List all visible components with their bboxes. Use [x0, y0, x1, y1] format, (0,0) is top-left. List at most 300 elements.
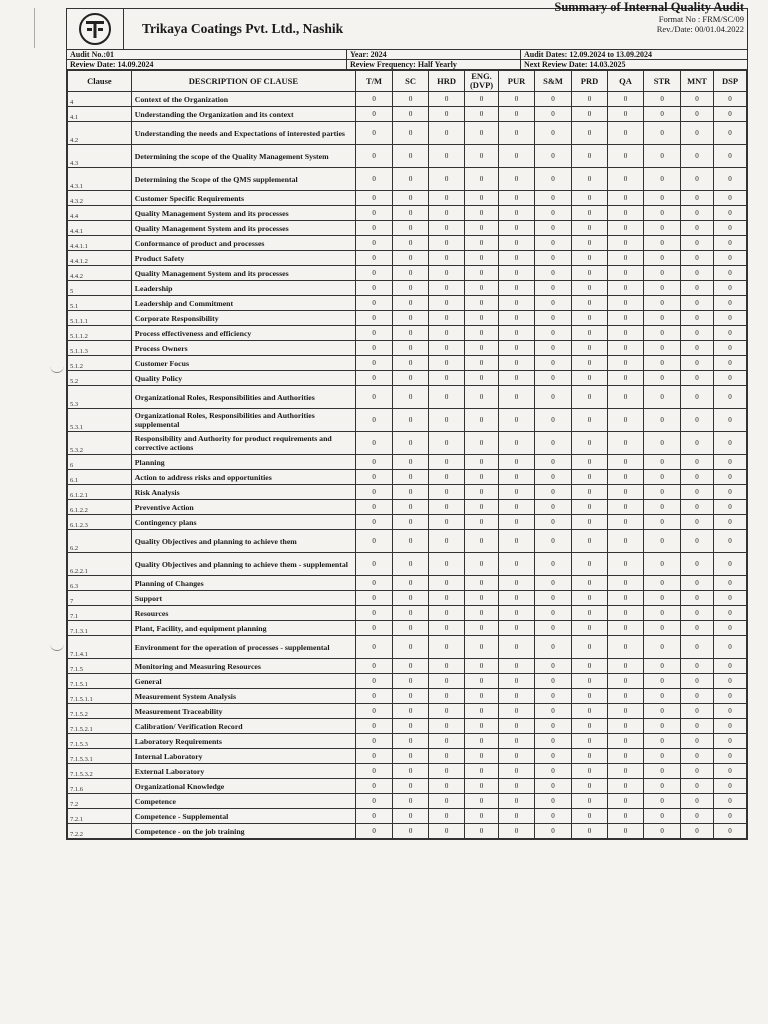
clause-description: Organizational Roles, Responsibilities and Authorities: [131, 386, 355, 409]
dept-score-cell: 0: [644, 122, 681, 145]
dept-score-cell: 0: [713, 576, 746, 591]
dept-score-cell: 0: [465, 326, 499, 341]
dept-score-cell: 0: [429, 236, 465, 251]
dept-score-cell: 0: [499, 591, 535, 606]
table-row: [68, 636, 747, 659]
dept-score-cell: 0: [393, 145, 429, 168]
dept-score-cell: 0: [465, 122, 499, 145]
dept-score-cell: 0: [713, 485, 746, 500]
dept-score-cell: 0: [713, 296, 746, 311]
dept-score-cell: 0: [465, 191, 499, 206]
dept-score-cell: 0: [644, 168, 681, 191]
dept-score-cell: 0: [713, 251, 746, 266]
dept-score-cell: 0: [499, 553, 535, 576]
table-row: [68, 145, 747, 168]
clause-number: 5.1.1.3: [68, 341, 132, 356]
clause-number: 6.2: [68, 530, 132, 553]
dept-score-cell: 0: [644, 674, 681, 689]
table-row: [68, 674, 747, 689]
dept-score-cell: 0: [681, 576, 714, 591]
dept-score-cell: 0: [608, 485, 644, 500]
column-header-dept: HRD: [429, 71, 465, 92]
dept-score-cell: 0: [356, 515, 393, 530]
dept-score-cell: 0: [608, 341, 644, 356]
dept-score-cell: 0: [429, 266, 465, 281]
dept-score-cell: 0: [644, 553, 681, 576]
table-row: [68, 689, 747, 704]
dept-score-cell: 0: [572, 455, 608, 470]
dept-score-cell: 0: [429, 281, 465, 296]
dept-score-cell: 0: [572, 371, 608, 386]
dept-score-cell: 0: [393, 371, 429, 386]
dept-score-cell: 0: [713, 221, 746, 236]
clause-number: 7.1.6: [68, 779, 132, 794]
dept-score-cell: 0: [393, 221, 429, 236]
dept-score-cell: 0: [499, 409, 535, 432]
dept-score-cell: 0: [429, 145, 465, 168]
dept-score-cell: 0: [572, 553, 608, 576]
dept-score-cell: 0: [499, 311, 535, 326]
dept-score-cell: 0: [681, 674, 714, 689]
dept-score-cell: 0: [356, 470, 393, 485]
clause-description: Plant, Facility, and equipment planning: [131, 621, 355, 636]
dept-score-cell: 0: [644, 107, 681, 122]
dept-score-cell: 0: [429, 689, 465, 704]
dept-score-cell: 0: [429, 606, 465, 621]
dept-score-cell: 0: [681, 386, 714, 409]
dept-score-cell: 0: [499, 485, 535, 500]
dept-score-cell: 0: [499, 122, 535, 145]
dept-score-cell: 0: [608, 576, 644, 591]
dept-score-cell: 0: [429, 326, 465, 341]
dept-score-cell: 0: [499, 281, 535, 296]
dept-score-cell: 0: [393, 409, 429, 432]
dept-score-cell: 0: [713, 636, 746, 659]
dept-score-cell: 0: [499, 689, 535, 704]
dept-score-cell: 0: [393, 281, 429, 296]
dept-score-cell: 0: [465, 296, 499, 311]
dept-score-cell: 0: [499, 221, 535, 236]
clause-number: 7.1: [68, 606, 132, 621]
dept-score-cell: 0: [713, 719, 746, 734]
dept-score-cell: 0: [465, 92, 499, 107]
dept-score-cell: 0: [465, 576, 499, 591]
dept-score-cell: 0: [393, 824, 429, 839]
dept-score-cell: 0: [572, 606, 608, 621]
dept-score-cell: 0: [499, 470, 535, 485]
dept-score-cell: 0: [644, 794, 681, 809]
clause-number: 4.4.1.1: [68, 236, 132, 251]
dept-score-cell: 0: [572, 824, 608, 839]
dept-score-cell: 0: [465, 470, 499, 485]
clause-description: Corporate Responsibility: [131, 311, 355, 326]
dept-score-cell: 0: [499, 206, 535, 221]
table-row: [68, 281, 747, 296]
table-row: [68, 576, 747, 591]
dept-score-cell: 0: [572, 470, 608, 485]
dept-score-cell: 0: [572, 485, 608, 500]
dept-score-cell: 0: [499, 659, 535, 674]
dept-score-cell: 0: [465, 500, 499, 515]
dept-score-cell: 0: [644, 191, 681, 206]
dept-score-cell: 0: [429, 455, 465, 470]
table-row: [68, 704, 747, 719]
dept-score-cell: 0: [644, 779, 681, 794]
dept-score-cell: 0: [608, 92, 644, 107]
dept-score-cell: 0: [356, 794, 393, 809]
dept-score-cell: 0: [465, 371, 499, 386]
dept-score-cell: 0: [572, 764, 608, 779]
dept-score-cell: 0: [608, 455, 644, 470]
dept-score-cell: 0: [608, 500, 644, 515]
dept-score-cell: 0: [535, 689, 572, 704]
audit-number: Audit No.:01: [67, 50, 347, 60]
table-row: [68, 251, 747, 266]
dept-score-cell: 0: [681, 371, 714, 386]
table-row: [68, 779, 747, 794]
table-row: [68, 296, 747, 311]
dept-score-cell: 0: [356, 576, 393, 591]
dept-score-cell: 0: [393, 689, 429, 704]
clause-description: Context of the Organization: [131, 92, 355, 107]
dept-score-cell: 0: [356, 168, 393, 191]
dept-score-cell: 0: [499, 92, 535, 107]
dept-score-cell: 0: [644, 432, 681, 455]
dept-score-cell: 0: [681, 409, 714, 432]
table-row: [68, 311, 747, 326]
dept-score-cell: 0: [681, 326, 714, 341]
dept-score-cell: 0: [535, 236, 572, 251]
table-row: [68, 764, 747, 779]
dept-score-cell: 0: [499, 674, 535, 689]
dept-score-cell: 0: [535, 432, 572, 455]
dept-score-cell: 0: [572, 122, 608, 145]
dept-score-cell: 0: [465, 779, 499, 794]
dept-score-cell: 0: [713, 311, 746, 326]
dept-score-cell: 0: [499, 455, 535, 470]
document-title: Summary of Internal Quality Audit: [554, 0, 744, 14]
dept-score-cell: 0: [644, 636, 681, 659]
dept-score-cell: 0: [429, 515, 465, 530]
dept-score-cell: 0: [713, 621, 746, 636]
dept-score-cell: 0: [465, 455, 499, 470]
dept-score-cell: 0: [429, 719, 465, 734]
company-name: Trikaya Coatings Pvt. Ltd., Nashik: [142, 21, 344, 36]
dept-score-cell: 0: [535, 371, 572, 386]
table-row: [68, 621, 747, 636]
clause-number: 7.1.5.2: [68, 704, 132, 719]
dept-score-cell: 0: [356, 326, 393, 341]
clause-description: Quality Management System and its processes: [131, 266, 355, 281]
clause-number: 5.1.2: [68, 356, 132, 371]
dept-score-cell: 0: [356, 674, 393, 689]
dept-score-cell: 0: [644, 515, 681, 530]
dept-score-cell: 0: [393, 636, 429, 659]
dept-score-cell: 0: [429, 530, 465, 553]
clause-description: Conformance of product and processes: [131, 236, 355, 251]
dept-score-cell: 0: [535, 168, 572, 191]
dept-score-cell: 0: [608, 764, 644, 779]
dept-score-cell: 0: [535, 92, 572, 107]
table-row: [68, 749, 747, 764]
dept-score-cell: 0: [608, 371, 644, 386]
dept-score-cell: 0: [465, 591, 499, 606]
dept-score-cell: 0: [429, 296, 465, 311]
dept-score-cell: 0: [535, 296, 572, 311]
dept-score-cell: 0: [608, 107, 644, 122]
dept-score-cell: 0: [393, 386, 429, 409]
dept-score-cell: 0: [356, 206, 393, 221]
dept-score-cell: 0: [499, 107, 535, 122]
clause-description: Monitoring and Measuring Resources: [131, 659, 355, 674]
dept-score-cell: 0: [393, 191, 429, 206]
dept-score-cell: 0: [644, 221, 681, 236]
table-row: [68, 794, 747, 809]
clause-number: 4.3.1: [68, 168, 132, 191]
dept-score-cell: 0: [393, 266, 429, 281]
table-row: [68, 500, 747, 515]
table-row: [68, 371, 747, 386]
clause-description: Process Owners: [131, 341, 355, 356]
clause-number: 6.1.2.3: [68, 515, 132, 530]
column-header-dept: DSP: [713, 71, 746, 92]
dept-score-cell: 0: [429, 92, 465, 107]
format-number: Format No : FRM/SC/09: [658, 14, 744, 24]
dept-score-cell: 0: [393, 530, 429, 553]
dept-score-cell: 0: [681, 236, 714, 251]
clause-number: 7.2: [68, 794, 132, 809]
dept-score-cell: 0: [356, 500, 393, 515]
dept-score-cell: 0: [465, 689, 499, 704]
dept-score-cell: 0: [356, 621, 393, 636]
clause-description: General: [131, 674, 355, 689]
dept-score-cell: 0: [429, 470, 465, 485]
dept-score-cell: 0: [644, 621, 681, 636]
dept-score-cell: 0: [644, 719, 681, 734]
dept-score-cell: 0: [713, 455, 746, 470]
dept-score-cell: 0: [499, 749, 535, 764]
dept-score-cell: 0: [572, 530, 608, 553]
dept-score-cell: 0: [393, 236, 429, 251]
dept-score-cell: 0: [393, 311, 429, 326]
clause-description: Measurement System Analysis: [131, 689, 355, 704]
dept-score-cell: 0: [644, 659, 681, 674]
dept-score-cell: 0: [499, 191, 535, 206]
dept-score-cell: 0: [572, 734, 608, 749]
dept-score-cell: 0: [713, 606, 746, 621]
dept-score-cell: 0: [572, 92, 608, 107]
table-row: [68, 606, 747, 621]
dept-score-cell: 0: [713, 386, 746, 409]
dept-score-cell: 0: [681, 621, 714, 636]
dept-score-cell: 0: [644, 341, 681, 356]
dept-score-cell: 0: [499, 824, 535, 839]
dept-score-cell: 0: [644, 326, 681, 341]
clause-description: Organizational Roles, Responsibilities and Authorities supplemental: [131, 409, 355, 432]
clause-description: Product Safety: [131, 251, 355, 266]
table-row: [68, 191, 747, 206]
dept-score-cell: 0: [713, 674, 746, 689]
dept-score-cell: 0: [356, 689, 393, 704]
dept-score-cell: 0: [499, 341, 535, 356]
audit-info-grid: [67, 50, 747, 70]
dept-score-cell: 0: [429, 485, 465, 500]
dept-score-cell: 0: [356, 341, 393, 356]
dept-score-cell: 0: [465, 251, 499, 266]
table-row: [68, 530, 747, 553]
clause-description: Environment for the operation of processes - supplemental: [131, 636, 355, 659]
dept-score-cell: 0: [356, 606, 393, 621]
punch-hole: [50, 640, 64, 651]
dept-score-cell: 0: [429, 749, 465, 764]
clause-description: Measurement Traceability: [131, 704, 355, 719]
clause-description: Quality Management System and its processes: [131, 221, 355, 236]
dept-score-cell: 0: [465, 145, 499, 168]
dept-score-cell: 0: [644, 734, 681, 749]
dept-score-cell: 0: [356, 809, 393, 824]
dept-score-cell: 0: [393, 455, 429, 470]
dept-score-cell: 0: [681, 206, 714, 221]
dept-score-cell: 0: [356, 191, 393, 206]
dept-score-cell: 0: [465, 749, 499, 764]
dept-score-cell: 0: [356, 281, 393, 296]
dept-score-cell: 0: [608, 221, 644, 236]
dept-score-cell: 0: [681, 266, 714, 281]
dept-score-cell: 0: [499, 636, 535, 659]
table-row: [68, 553, 747, 576]
clause-number: 4.4.1.2: [68, 251, 132, 266]
dept-score-cell: 0: [713, 107, 746, 122]
dept-score-cell: 0: [572, 719, 608, 734]
dept-score-cell: 0: [572, 779, 608, 794]
dept-score-cell: 0: [535, 636, 572, 659]
dept-score-cell: 0: [608, 122, 644, 145]
dept-score-cell: 0: [535, 749, 572, 764]
dept-score-cell: 0: [644, 591, 681, 606]
dept-score-cell: 0: [608, 251, 644, 266]
dept-score-cell: 0: [465, 356, 499, 371]
dept-score-cell: 0: [681, 122, 714, 145]
clause-number: 6.1: [68, 470, 132, 485]
clause-number: 4.3: [68, 145, 132, 168]
dept-score-cell: 0: [393, 674, 429, 689]
clause-number: 7.1.5.3: [68, 734, 132, 749]
dept-score-cell: 0: [608, 794, 644, 809]
company-logo: [67, 9, 124, 49]
dept-score-cell: 0: [429, 576, 465, 591]
dept-score-cell: 0: [429, 734, 465, 749]
dept-score-cell: 0: [608, 749, 644, 764]
dept-score-cell: 0: [393, 92, 429, 107]
review-date: Review Date: 14.09.2024: [67, 60, 347, 70]
dept-score-cell: 0: [499, 809, 535, 824]
dept-score-cell: 0: [572, 107, 608, 122]
dept-score-cell: 0: [572, 168, 608, 191]
dept-score-cell: 0: [681, 92, 714, 107]
dept-score-cell: 0: [535, 341, 572, 356]
dept-score-cell: 0: [572, 266, 608, 281]
dept-score-cell: 0: [713, 689, 746, 704]
dept-score-cell: 0: [499, 432, 535, 455]
dept-score-cell: 0: [535, 326, 572, 341]
dept-score-cell: 0: [608, 206, 644, 221]
dept-score-cell: 0: [681, 311, 714, 326]
clause-description: Planning of Changes: [131, 576, 355, 591]
dept-score-cell: 0: [356, 266, 393, 281]
clause-number: 5.2: [68, 371, 132, 386]
dept-score-cell: 0: [681, 530, 714, 553]
dept-score-cell: 0: [608, 809, 644, 824]
dept-score-cell: 0: [535, 206, 572, 221]
dept-score-cell: 0: [535, 764, 572, 779]
dept-score-cell: 0: [499, 236, 535, 251]
clause-number: 7.1.5.3.1: [68, 749, 132, 764]
dept-score-cell: 0: [465, 168, 499, 191]
dept-score-cell: 0: [356, 553, 393, 576]
dept-score-cell: 0: [393, 734, 429, 749]
table-row: [68, 824, 747, 839]
table-header-row: [68, 71, 747, 92]
dept-score-cell: 0: [465, 341, 499, 356]
dept-score-cell: 0: [644, 371, 681, 386]
clause-number: 5: [68, 281, 132, 296]
dept-score-cell: 0: [644, 296, 681, 311]
dept-score-cell: 0: [465, 281, 499, 296]
dept-score-cell: 0: [429, 779, 465, 794]
dept-score-cell: 0: [465, 515, 499, 530]
dept-score-cell: 0: [713, 168, 746, 191]
dept-score-cell: 0: [356, 485, 393, 500]
clause-number: 7.1.5.1: [68, 674, 132, 689]
clause-number: 6.1.2.1: [68, 485, 132, 500]
dept-score-cell: 0: [608, 779, 644, 794]
dept-score-cell: 0: [499, 734, 535, 749]
dept-score-cell: 0: [681, 341, 714, 356]
dept-score-cell: 0: [572, 749, 608, 764]
dept-score-cell: 0: [429, 553, 465, 576]
dept-score-cell: 0: [713, 432, 746, 455]
table-row: [68, 485, 747, 500]
dept-score-cell: 0: [713, 794, 746, 809]
dept-score-cell: 0: [644, 266, 681, 281]
dept-score-cell: 0: [429, 107, 465, 122]
dept-score-cell: 0: [608, 719, 644, 734]
clause-number: 7.2.1: [68, 809, 132, 824]
dept-score-cell: 0: [429, 704, 465, 719]
clause-number: 6.3: [68, 576, 132, 591]
document-header: [67, 0, 747, 50]
dept-score-cell: 0: [681, 734, 714, 749]
dept-score-cell: 0: [681, 432, 714, 455]
dept-score-cell: 0: [465, 206, 499, 221]
dept-score-cell: 0: [535, 107, 572, 122]
dept-score-cell: 0: [393, 606, 429, 621]
table-row: [68, 107, 747, 122]
dept-score-cell: 0: [608, 704, 644, 719]
dept-score-cell: 0: [356, 764, 393, 779]
clause-number: 4.3.2: [68, 191, 132, 206]
dept-score-cell: 0: [608, 432, 644, 455]
dept-score-cell: 0: [393, 764, 429, 779]
dept-score-cell: 0: [572, 311, 608, 326]
dept-score-cell: 0: [535, 704, 572, 719]
column-header-dept: ENG. (DVP): [465, 71, 499, 92]
clause-description: Leadership: [131, 281, 355, 296]
dept-score-cell: 0: [499, 145, 535, 168]
table-row: [68, 409, 747, 432]
dept-score-cell: 0: [535, 122, 572, 145]
dept-score-cell: 0: [393, 251, 429, 266]
